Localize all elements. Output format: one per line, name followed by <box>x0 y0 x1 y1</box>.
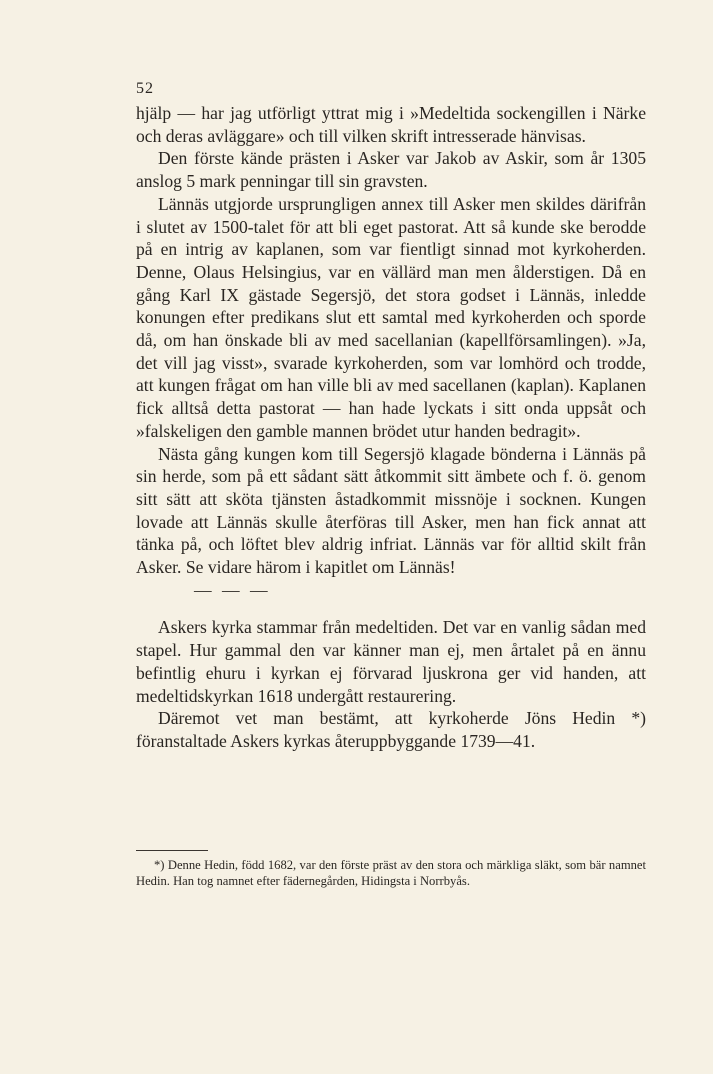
paragraph-continuation: hjälp — har jag utförligt yttrat mig i »Medeltida sockengillen i Närke och deras avläggare» och till vilken skrift intresserade hänvisas. <box>136 103 646 146</box>
paragraph-rebuilding: Däremot vet man bestämt, att kyrkoherde Jöns Hedin *) föranstaltade Askers kyrkas återuppbyggande 1739—41. <box>136 708 646 751</box>
page-number: 52 <box>136 80 154 97</box>
footnote-divider <box>136 850 208 851</box>
paragraph-first-priest: Den förste kände prästen i Asker var Jakob av Askir, som år 1305 anslog 5 mark penningar till sin gravsten. <box>136 148 646 192</box>
paragraph-segersjo-complaint: Nästa gång kungen kom till Segersjö klagade bönderna i Lännäs på sin herde, som på ett sådant sätt åtkommit sitt ämbete och f. ö. genom sitt sätt att sköta tjänsten åstadkommit missnöje i socknen. Kungen lovade att Lännäs skulle återföras till Asker, men han fick annat att tänka på, och löftet blev aldrig infriat. Lännäs var för alltid skilt från Asker. Se vidare härom i kapitlet om Lännäs! <box>136 443 646 578</box>
footnote: *) Denne Hedin, född 1682, var den förste präst av den stora och märkliga släkt, som bär namnet Hedin. Han tog namnet efter fädernegården, Hidingsta i Norrbyås. <box>136 858 646 888</box>
body-text <box>136 102 646 753</box>
paragraph-church-history: Askers kyrka stammar från medeltiden. Det var en vanlig sådan med stapel. Hur gammal den var känner man ej, men årtalet på en ännu befintlig ehuru i kyrkan ej förvarad ljuskrona ger vid handen, att medeltidskyrkan 1618 undergått restaurering. <box>136 617 646 706</box>
section-gap <box>136 601 646 616</box>
section-separator: — — — <box>194 579 271 600</box>
paragraph-lannas-annex: Lännäs utgjorde ursprungligen annex till Asker men skildes därifrån i slutet av 1500-talet för att bli eget pastorat. Att så kunde ske berodde på en intrig av kaplanen, som var fientligt sinnad mot kyrkoherden. Denne, Olaus Helsingius, var en vällärd man men ålderstigen. Då en gång Karl IX gästade Segersjö, det stora godset i Lännäs, inledde konungen efter predikans slut ett samtal med kyrkoherden och sporde då, om han önskade bli av med sacellanian (kapellförsamlingen). »Ja, det vill jag visst», svarade kyrkoherden, som var lomhörd och trodde, att kungen frågat om han ville bli av med sacellanen (kaplan). Kaplanen fick alltså detta pastorat — han hade lyckats i sitt onda uppsåt och »falskeligen den gamble mannen brödet utur handen bedragit». <box>136 193 646 441</box>
